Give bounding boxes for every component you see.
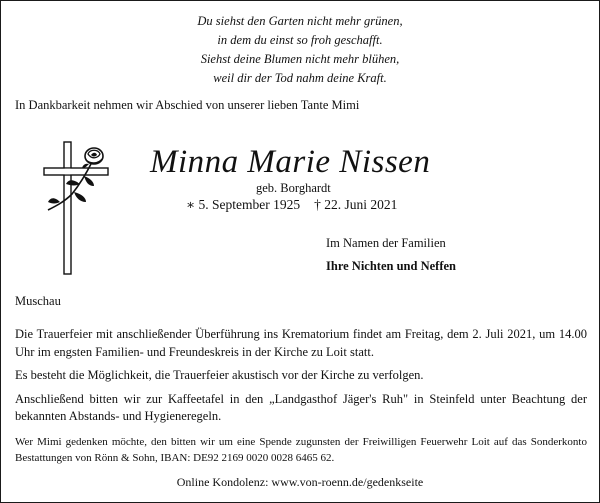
ceremony-paragraph: Anschließend bitten wir zur Kaffeetafel in den „Landgasthof Jäger's Ruh" in Steinfeld unter Beachtung der bekannten Abstands- und Hygieneregeln. <box>15 391 587 423</box>
family-signature: Ihre Nichten und Neffen <box>326 259 456 273</box>
maiden-name: geb. Borghardt <box>256 181 331 195</box>
family-intro: Im Namen der Familien <box>326 236 446 250</box>
memorial-poem <box>0 12 600 88</box>
ceremony-paragraph: Es besteht die Möglichkeit, die Trauerfeier akustisch vor der Kirche zu verfolgen. <box>15 368 424 382</box>
poem-line: in dem du einst so froh geschafft. <box>217 33 383 47</box>
online-condolence: Online Kondolenz: www.von-roenn.de/gedenkseite <box>176 475 424 489</box>
birth-date: ∗ 5. September 1925 <box>186 197 301 212</box>
poem-line: Siehst deine Blumen nicht mehr blühen, <box>200 52 400 66</box>
life-dates <box>186 197 397 213</box>
donation-note: Wer Mimi gedenken möchte, den bitten wir um eine Spende zugunsten der Freiwilligen Feuerwehr Loit auf das Sonderkonto Bestattungen von Rönn & Sohn, IBAN: DE92 2169 0020 0028 6465 62. <box>15 436 587 464</box>
place-name: Muschau <box>15 294 61 308</box>
death-date: † 22. Juni 2021 <box>314 197 398 212</box>
poem-line: Du siehst den Garten nicht mehr grünen, <box>197 14 403 28</box>
intro-text: In Dankbarkeit nehmen wir Abschied von unserer lieben Tante Mimi <box>15 98 360 112</box>
cross-with-rose-icon <box>36 140 116 278</box>
ceremony-details <box>15 326 587 432</box>
poem-line: weil dir der Tod nahm deine Kraft. <box>213 71 387 85</box>
ceremony-paragraph: Die Trauerfeier mit anschließender Überführung ins Krematorium findet am Freitag, dem 2. Juli 2021, um 14.00 Uhr im engsten Familien- und Freundeskreis in der Kirche zu Loit statt. <box>15 327 587 359</box>
deceased-name: Minna Marie Nissen <box>150 144 431 180</box>
